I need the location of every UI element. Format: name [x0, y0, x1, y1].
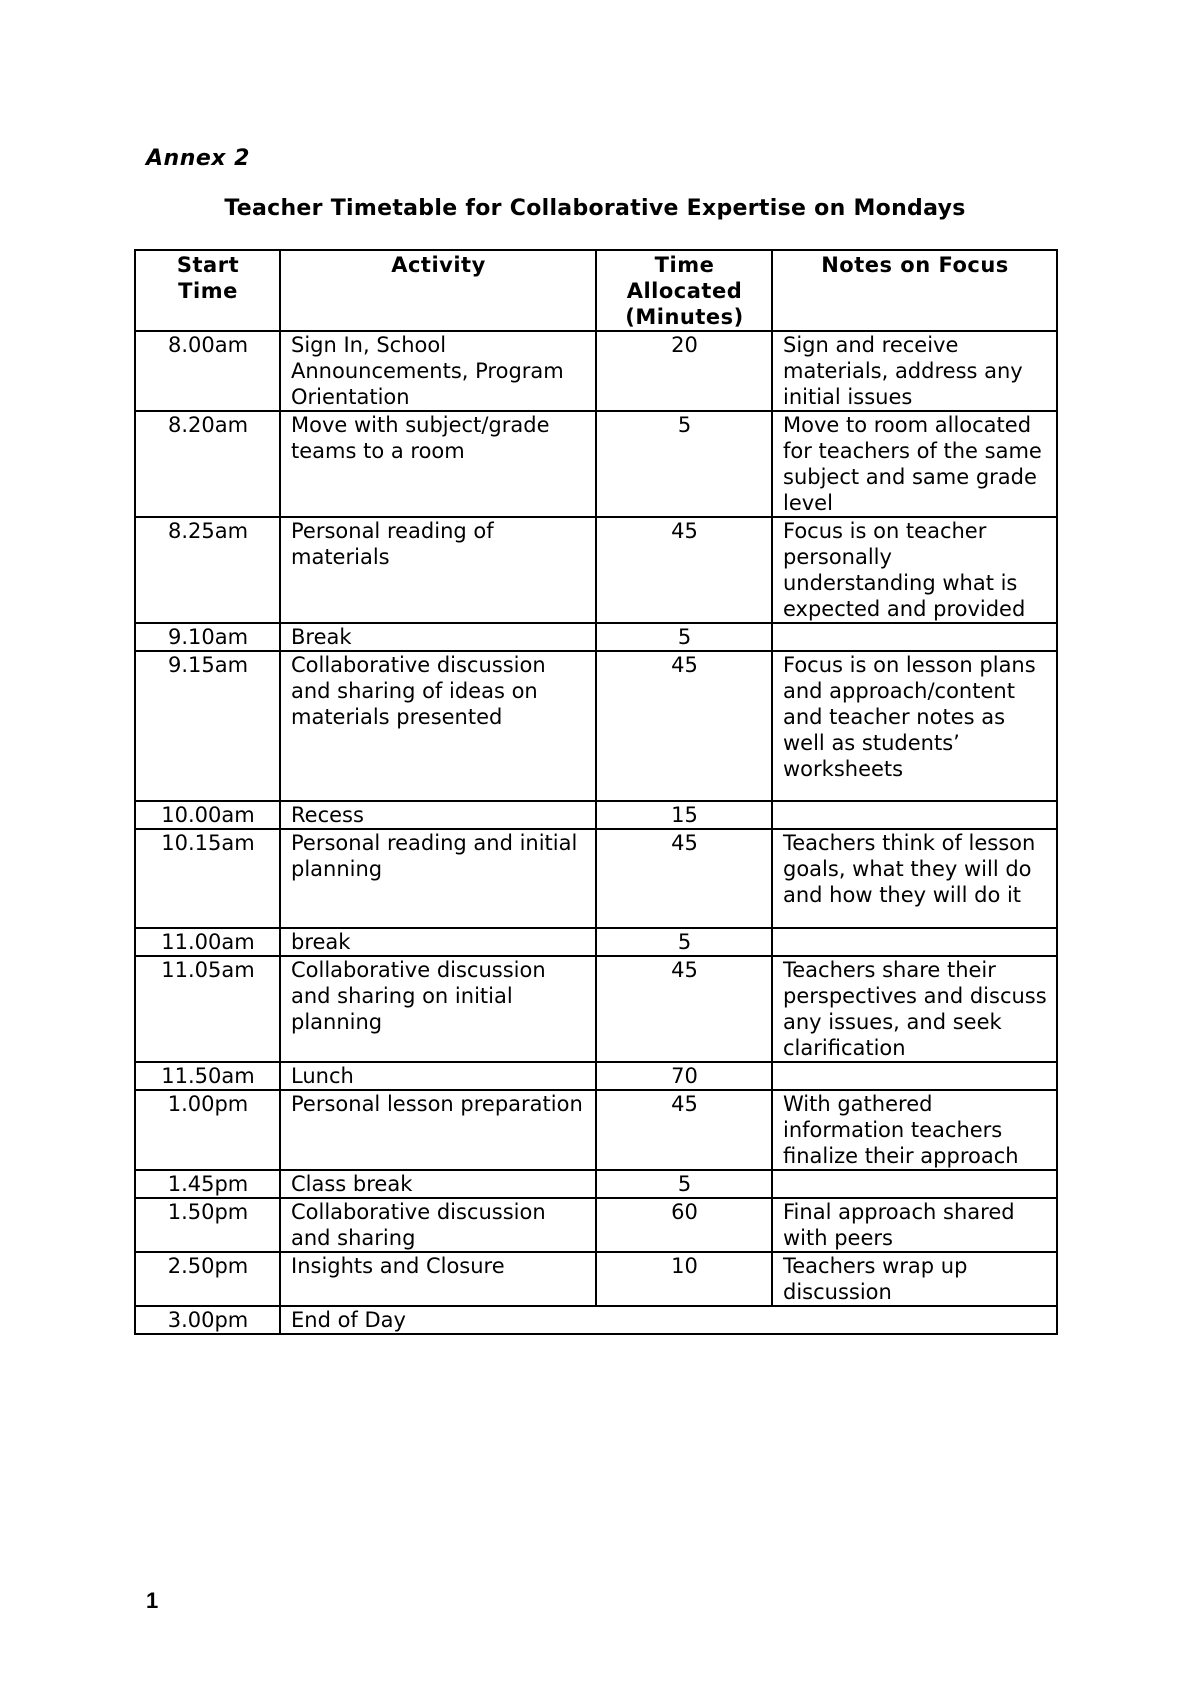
- start-time-cell: 11.50am: [135, 1062, 280, 1090]
- start-time-cell: 10.00am: [135, 801, 280, 829]
- start-time-cell: 1.45pm: [135, 1170, 280, 1198]
- notes-cell: Final approach shared with peers: [772, 1198, 1057, 1252]
- activity-cell: Class break: [280, 1170, 596, 1198]
- minutes-cell: 10: [596, 1252, 772, 1306]
- final-row: [135, 1306, 1057, 1334]
- document-title: Teacher Timetable for Collaborative Expertise on Mondays: [224, 196, 966, 221]
- minutes-cell: 45: [596, 829, 772, 928]
- notes-cell: [772, 623, 1057, 651]
- table-row: [135, 829, 1057, 928]
- activity-cell: Collaborative discussion and sharing: [280, 1198, 596, 1252]
- table-row: [135, 928, 1057, 956]
- start-time-cell: 8.20am: [135, 411, 280, 517]
- table-row: [135, 1252, 1057, 1306]
- start-time-cell: 11.05am: [135, 956, 280, 1062]
- start-time-cell: 8.25am: [135, 517, 280, 623]
- column-header-notes: Notes on Focus: [772, 250, 1057, 331]
- notes-cell: Teachers think of lesson goals, what they will do and how they will do it: [772, 829, 1057, 928]
- notes-cell: [772, 1062, 1057, 1090]
- activity-cell: Recess: [280, 801, 596, 829]
- table-row: [135, 651, 1057, 801]
- page-number: 1: [146, 1588, 159, 1613]
- activity-cell: Personal reading of materials: [280, 517, 596, 623]
- notes-cell: Focus is on teacher personally understanding what is expected and provided: [772, 517, 1057, 623]
- start-time-cell: 8.00am: [135, 331, 280, 411]
- notes-cell: Focus is on lesson plans and approach/content and teacher notes as well as students’ worksheets: [772, 651, 1057, 801]
- minutes-cell: 60: [596, 1198, 772, 1252]
- notes-cell: Teachers wrap up discussion: [772, 1252, 1057, 1306]
- timetable: [134, 249, 1058, 1335]
- start-time-cell: 11.00am: [135, 928, 280, 956]
- activity-cell: Lunch: [280, 1062, 596, 1090]
- activity-cell: End of Day: [280, 1306, 1057, 1334]
- table-row: [135, 1170, 1057, 1198]
- column-header-start-time: Start Time: [135, 250, 280, 331]
- notes-cell: [772, 1170, 1057, 1198]
- table-row: [135, 1062, 1057, 1090]
- activity-cell: Insights and Closure: [280, 1252, 596, 1306]
- activity-cell: Collaborative discussion and sharing of ideas on materials presented: [280, 651, 596, 801]
- table-row: [135, 331, 1057, 411]
- activity-cell: Break: [280, 623, 596, 651]
- column-header-time-allocated: Time Allocated (Minutes): [596, 250, 772, 331]
- start-time-cell: 9.10am: [135, 623, 280, 651]
- header-row: [135, 250, 1057, 331]
- minutes-cell: 45: [596, 651, 772, 801]
- table-row: [135, 801, 1057, 829]
- minutes-cell: 5: [596, 411, 772, 517]
- table-row: [135, 517, 1057, 623]
- minutes-cell: 20: [596, 331, 772, 411]
- notes-cell: [772, 928, 1057, 956]
- notes-cell: Teachers share their perspectives and discuss any issues, and seek clarification: [772, 956, 1057, 1062]
- column-header-activity: Activity: [280, 250, 596, 331]
- minutes-cell: 45: [596, 1090, 772, 1170]
- activity-cell: Collaborative discussion and sharing on initial planning: [280, 956, 596, 1062]
- minutes-cell: 5: [596, 1170, 772, 1198]
- notes-cell: Move to room allocated for teachers of the same subject and same grade level: [772, 411, 1057, 517]
- activity-cell: Personal reading and initial planning: [280, 829, 596, 928]
- minutes-cell: 70: [596, 1062, 772, 1090]
- table-row: [135, 623, 1057, 651]
- minutes-cell: 15: [596, 801, 772, 829]
- start-time-cell: 1.00pm: [135, 1090, 280, 1170]
- minutes-cell: 45: [596, 956, 772, 1062]
- notes-cell: With gathered information teachers finalize their approach: [772, 1090, 1057, 1170]
- table-row: [135, 1090, 1057, 1170]
- table-row: [135, 956, 1057, 1062]
- table-row: [135, 1198, 1057, 1252]
- start-time-cell: 10.15am: [135, 829, 280, 928]
- activity-cell: break: [280, 928, 596, 956]
- start-time-cell: 1.50pm: [135, 1198, 280, 1252]
- annex-label: Annex 2: [146, 146, 250, 171]
- minutes-cell: 45: [596, 517, 772, 623]
- notes-cell: Sign and receive materials, address any initial issues: [772, 331, 1057, 411]
- notes-cell: [772, 801, 1057, 829]
- start-time-cell: 3.00pm: [135, 1306, 280, 1334]
- activity-cell: Sign In, School Announcements, Program Orientation: [280, 331, 596, 411]
- activity-cell: Personal lesson preparation: [280, 1090, 596, 1170]
- table-row: [135, 411, 1057, 517]
- minutes-cell: 5: [596, 928, 772, 956]
- minutes-cell: 5: [596, 623, 772, 651]
- start-time-cell: 9.15am: [135, 651, 280, 801]
- start-time-cell: 2.50pm: [135, 1252, 280, 1306]
- activity-cell: Move with subject/grade teams to a room: [280, 411, 596, 517]
